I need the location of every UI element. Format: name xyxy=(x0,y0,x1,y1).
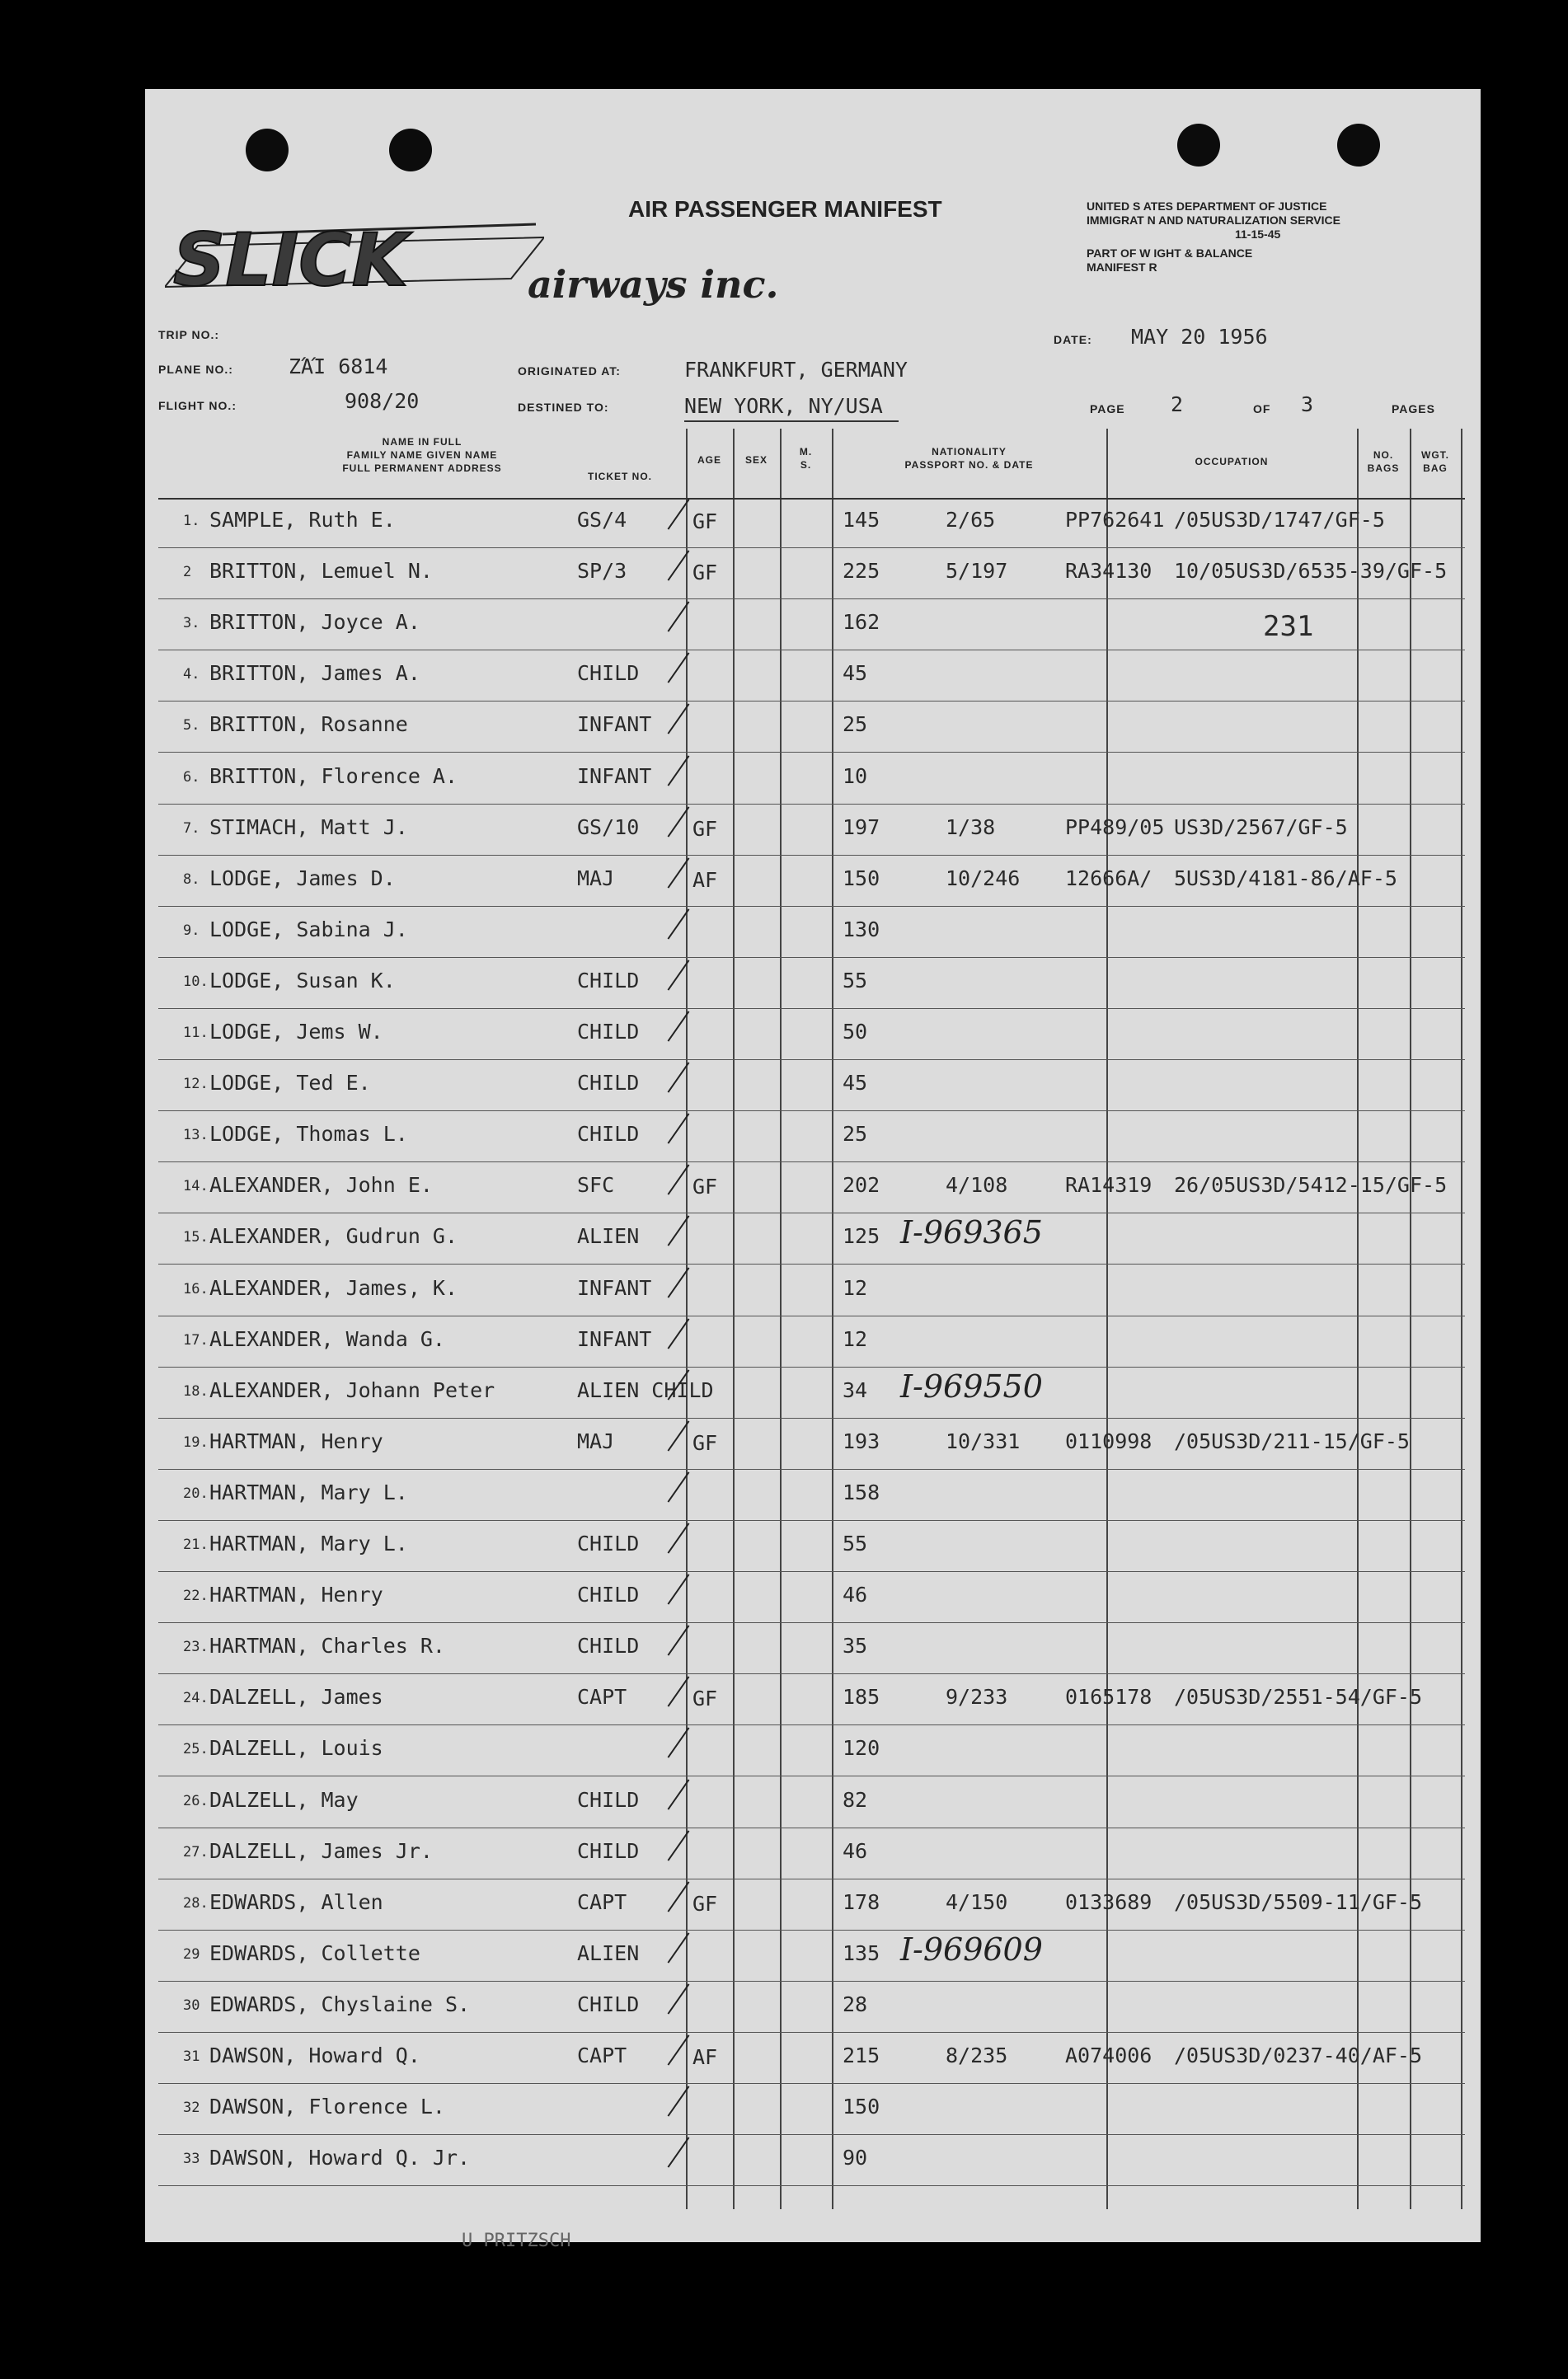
originated-value: FRANKFURT, GERMANY xyxy=(684,358,908,382)
occupation: 231 xyxy=(1263,610,1314,644)
header-line: M. xyxy=(799,446,813,458)
name-column-header xyxy=(224,435,620,475)
passport-info: 8/235 xyxy=(946,2044,1008,2067)
passenger-name: LODGE, Jems W. xyxy=(209,1020,383,1044)
passenger-name: LODGE, James D. xyxy=(209,866,396,890)
trip-no-label: TRIP NO.: xyxy=(158,328,220,341)
header-line: FAMILY NAME GIVEN NAME xyxy=(346,449,498,461)
passenger-weight: 82 xyxy=(843,1787,868,1812)
row-rule xyxy=(158,1930,1465,1931)
passenger-name: ALEXANDER, James, K. xyxy=(209,1275,458,1300)
passenger-name: LODGE, Thomas L. xyxy=(209,1122,408,1147)
bags-column-header xyxy=(1357,448,1410,475)
ticket-number: CHILD xyxy=(577,1634,640,1659)
ticket-number: CHILD xyxy=(577,1787,640,1812)
date-value: MAY 20 1956 xyxy=(1131,325,1268,349)
ticket-number: CAPT xyxy=(577,1685,627,1710)
row-number: 32 xyxy=(183,2100,200,2117)
ticket-number: INFANT xyxy=(577,1326,652,1351)
passenger-weight: 45 xyxy=(843,661,868,686)
header-line: NATIONALITY xyxy=(932,446,1007,458)
passport-info: 4/150 xyxy=(946,1889,1008,1914)
column-divider xyxy=(733,429,735,2209)
passenger-weight: 90 xyxy=(843,2146,868,2170)
passport-number: 0110998 xyxy=(1065,1429,1153,1453)
punch-hole xyxy=(1337,124,1380,167)
ticket-number: ALIEN xyxy=(577,1224,640,1249)
passport-number: RA34130 xyxy=(1065,559,1153,584)
plane-no-value: ΖΆΊ 6814 xyxy=(289,354,388,378)
nationality-column-header xyxy=(832,445,1106,472)
passenger-name: LODGE, Susan K. xyxy=(209,968,396,992)
ticket-number: CHILD xyxy=(577,1532,640,1556)
wgt-column-header xyxy=(1410,448,1461,475)
passenger-weight: 197 xyxy=(843,814,880,839)
agency-line: UNITED S ATES DEPARTMENT OF JUSTICE xyxy=(1087,199,1327,213)
passenger-weight: 225 xyxy=(843,559,880,584)
row-rule xyxy=(158,1469,1465,1470)
passport-number: 0133689 xyxy=(1065,1889,1153,1914)
passenger-name: BRITTON, James A. xyxy=(209,661,420,686)
passenger-weight: 135 xyxy=(843,1940,880,1965)
passenger-name: ALEXANDER, Gudrun G. xyxy=(209,1224,458,1249)
column-divider xyxy=(1410,429,1411,2209)
row-rule xyxy=(158,2134,1465,2135)
row-number: 22. xyxy=(183,1588,209,1605)
column-divider xyxy=(1357,429,1359,2209)
row-rule xyxy=(158,1981,1465,1982)
pages-label: PAGES xyxy=(1392,402,1435,415)
ticket-number: SP/3 xyxy=(577,559,627,584)
company-suffix: airways inc. xyxy=(528,262,779,307)
agency-line: MANIFEST R xyxy=(1087,260,1157,274)
logo-wordmark: SLICK xyxy=(173,221,408,303)
row-number: 13. xyxy=(183,1127,209,1144)
row-number: 23. xyxy=(183,1639,209,1656)
age-code: GF xyxy=(692,1175,718,1199)
passenger-weight: 178 xyxy=(843,1889,880,1914)
passenger-name: DAWSON, Howard Q. Jr. xyxy=(209,2146,471,2170)
column-divider xyxy=(1461,429,1462,2209)
age-code: GF xyxy=(692,816,718,841)
header-line: FULL PERMANENT ADDRESS xyxy=(342,462,502,474)
row-number: 11. xyxy=(183,1025,209,1041)
passenger-weight: 55 xyxy=(843,1532,868,1556)
ticket-number: CAPT xyxy=(577,2044,627,2067)
passenger-name: LODGE, Sabina J. xyxy=(209,917,408,941)
row-number: 25. xyxy=(183,1741,209,1758)
row-number: 19. xyxy=(183,1434,209,1451)
passenger-name: BRITTON, Florence A. xyxy=(209,763,458,788)
flight-no-value: 908/20 xyxy=(345,389,420,413)
row-number: 15. xyxy=(183,1229,209,1246)
passenger-name: EDWARDS, Allen xyxy=(209,1889,383,1914)
company-logo xyxy=(165,221,544,307)
passenger-name: EDWARDS, Collette xyxy=(209,1940,420,1965)
date-label: DATE: xyxy=(1054,333,1092,346)
age-code: GF xyxy=(692,509,718,533)
passenger-weight: 34 xyxy=(843,1377,868,1402)
row-number: 8. xyxy=(183,870,200,888)
age-code: AF xyxy=(692,2045,718,2069)
row-number: 31 xyxy=(183,2048,200,2065)
passport-number: RA14319 xyxy=(1065,1173,1153,1198)
passenger-name: DAWSON, Florence L. xyxy=(209,2095,445,2119)
row-number: 2 xyxy=(183,564,192,581)
row-number: 33 xyxy=(183,2151,200,2168)
passport-number: 0165178 xyxy=(1065,1685,1153,1710)
row-number: 18. xyxy=(183,1382,209,1400)
row-number: 10. xyxy=(183,973,209,990)
passenger-table xyxy=(158,429,1465,2209)
ms-column-header xyxy=(780,445,832,472)
row-number: 4. xyxy=(183,666,200,683)
passenger-weight: 145 xyxy=(843,508,880,532)
agency-line: IMMIGRAT N AND NATURALIZATION SERVICE xyxy=(1087,214,1340,227)
header-line: PASSPORT NO. & DATE xyxy=(904,459,1034,471)
row-rule xyxy=(158,701,1465,702)
row-rule xyxy=(158,1673,1465,1674)
occupation: /05US3D/0237-40/AF-5 xyxy=(1174,2044,1423,2067)
row-rule xyxy=(158,957,1465,958)
column-divider xyxy=(780,429,782,2209)
row-number: 30 xyxy=(183,1997,200,2014)
ticket-number: GS/4 xyxy=(577,508,627,532)
row-number: 29 xyxy=(183,1945,200,1963)
agency-block xyxy=(1087,199,1340,274)
passenger-weight: 25 xyxy=(843,1122,868,1147)
age-code: GF xyxy=(692,1687,718,1711)
passenger-name: DALZELL, May xyxy=(209,1787,359,1812)
row-number: 3. xyxy=(183,615,200,632)
header-rule xyxy=(158,498,1465,500)
row-rule xyxy=(158,1161,1465,1162)
passenger-name: BRITTON, Joyce A. xyxy=(209,610,420,635)
destined-underline xyxy=(684,420,899,422)
punch-hole xyxy=(246,129,289,171)
passenger-weight: 46 xyxy=(843,1583,868,1607)
punch-hole xyxy=(1177,124,1220,167)
destined-label: DESTINED TO: xyxy=(518,401,609,414)
page-title: AIR PASSENGER MANIFEST xyxy=(628,196,942,222)
row-number: 5. xyxy=(183,717,200,734)
row-number: 20. xyxy=(183,1485,209,1502)
age-column-header: AGE xyxy=(697,454,721,466)
passport-info: 4/108 xyxy=(946,1173,1008,1198)
ticket-number: MAJ xyxy=(577,1429,615,1453)
row-number: 24. xyxy=(183,1690,209,1707)
row-rule xyxy=(158,1520,1465,1521)
passenger-name: BRITTON, Rosanne xyxy=(209,712,408,737)
passport-info: 10/331 xyxy=(946,1429,1021,1453)
ticket-number: CHILD xyxy=(577,1122,640,1147)
passport-number: 12666A/ xyxy=(1065,866,1153,890)
passenger-weight: 193 xyxy=(843,1429,880,1453)
destined-value: NEW YORK, NY/USA xyxy=(684,394,883,418)
passport-info: I-969365 xyxy=(900,1214,1043,1251)
passenger-weight: 28 xyxy=(843,1992,868,2016)
row-rule xyxy=(158,1724,1465,1725)
passenger-weight: 215 xyxy=(843,2044,880,2067)
occupation: /05US3D/2551-54/GF-5 xyxy=(1174,1685,1423,1710)
passenger-weight: 125 xyxy=(843,1224,880,1249)
ticket-number: CHILD xyxy=(577,1583,640,1607)
header-line: NO. xyxy=(1373,449,1394,461)
column-divider xyxy=(832,429,833,2209)
passport-info: I-969550 xyxy=(900,1368,1043,1405)
row-rule xyxy=(158,906,1465,907)
occupation-column-header: OCCUPATION xyxy=(1195,456,1269,467)
row-rule xyxy=(158,804,1465,805)
of-label: OF xyxy=(1253,402,1271,415)
passenger-weight: 12 xyxy=(843,1275,868,1300)
age-code: AF xyxy=(692,867,718,892)
ticket-number: CHILD xyxy=(577,1992,640,2016)
passenger-weight: 202 xyxy=(843,1173,880,1198)
passport-info: 1/38 xyxy=(946,814,996,839)
row-rule xyxy=(158,1418,1465,1419)
passenger-name: DALZELL, James xyxy=(209,1685,383,1710)
header-line: NAME IN FULL xyxy=(382,436,462,448)
passenger-weight: 50 xyxy=(843,1020,868,1044)
passenger-name: SAMPLE, Ruth E. xyxy=(209,508,396,532)
ticket-number: CHILD xyxy=(577,968,640,992)
ticket-column-header: TICKET NO. xyxy=(588,471,652,482)
passenger-name: EDWARDS, Chyslaine S. xyxy=(209,1992,471,2016)
passenger-name: HARTMAN, Mary L. xyxy=(209,1480,408,1504)
footer-text: U PRITZSCH xyxy=(462,2231,571,2251)
flight-no-label: FLIGHT NO.: xyxy=(158,399,237,412)
ticket-number: ALIEN xyxy=(577,1940,640,1965)
row-number: 26. xyxy=(183,1792,209,1809)
age-code: GF xyxy=(692,561,718,585)
passenger-name: DAWSON, Howard Q. xyxy=(209,2044,420,2067)
page-label: PAGE xyxy=(1090,402,1125,415)
row-number: 27. xyxy=(183,1843,209,1860)
row-rule xyxy=(158,1622,1465,1623)
passenger-weight: 55 xyxy=(843,968,868,992)
row-number: 14. xyxy=(183,1178,209,1195)
passport-number: PP489/05 xyxy=(1065,814,1165,839)
passport-number: A074006 xyxy=(1065,2044,1153,2067)
header-line: BAGS xyxy=(1367,462,1400,474)
ticket-number: SFC xyxy=(577,1173,615,1198)
row-rule xyxy=(158,2032,1465,2033)
ticket-number: INFANT xyxy=(577,763,652,788)
sex-column-header: SEX xyxy=(744,454,768,466)
row-number: 9. xyxy=(183,922,200,939)
passenger-weight: 46 xyxy=(843,1838,868,1863)
row-rule xyxy=(158,598,1465,599)
occupation: /05US3D/1747/GF-5 xyxy=(1174,508,1385,532)
passport-number: PP762641 xyxy=(1065,508,1165,532)
agency-line: 11-15-45 xyxy=(1235,228,1281,241)
passenger-name: STIMACH, Matt J. xyxy=(209,814,408,839)
passenger-weight: 45 xyxy=(843,1071,868,1096)
header-line: WGT. xyxy=(1421,449,1449,461)
occupation: /05US3D/5509-11/GF-5 xyxy=(1174,1889,1423,1914)
occupation: 5US3D/4181-86/AF-5 xyxy=(1174,866,1397,890)
occupation: 26/05US3D/5412-15/GF-5 xyxy=(1174,1173,1448,1198)
row-rule xyxy=(158,1008,1465,1009)
row-number: 21. xyxy=(183,1537,209,1553)
row-number: 6. xyxy=(183,768,200,786)
row-rule xyxy=(158,2185,1465,2186)
row-rule xyxy=(158,2083,1465,2084)
originated-label: ORIGINATED AT: xyxy=(518,364,621,378)
passenger-name: ALEXANDER, John E. xyxy=(209,1173,433,1198)
ticket-number: INFANT xyxy=(577,1275,652,1300)
occupation: US3D/2567/GF-5 xyxy=(1174,814,1348,839)
passport-info: I-969609 xyxy=(900,1931,1043,1968)
plane-no-label: PLANE NO.: xyxy=(158,363,233,376)
passenger-weight: 150 xyxy=(843,866,880,890)
ticket-number: CAPT xyxy=(577,1889,627,1914)
passenger-weight: 158 xyxy=(843,1480,880,1504)
passenger-name: DALZELL, Louis xyxy=(209,1736,383,1761)
ticket-number: MAJ xyxy=(577,866,615,890)
passenger-weight: 185 xyxy=(843,1685,880,1710)
passenger-name: HARTMAN, Henry xyxy=(209,1583,383,1607)
row-number: 12. xyxy=(183,1076,209,1093)
row-rule xyxy=(158,1367,1465,1368)
occupation: /05US3D/211-15/GF-5 xyxy=(1174,1429,1410,1453)
passenger-weight: 150 xyxy=(843,2095,880,2119)
passport-info: 9/233 xyxy=(946,1685,1008,1710)
passenger-weight: 10 xyxy=(843,763,868,788)
passenger-weight: 25 xyxy=(843,712,868,737)
page-value: 2 xyxy=(1171,392,1184,416)
row-rule xyxy=(158,1110,1465,1111)
header-line: S. xyxy=(800,459,812,471)
ticket-number: CHILD xyxy=(577,1071,640,1096)
row-rule xyxy=(158,547,1465,548)
row-rule xyxy=(158,752,1465,753)
punch-hole xyxy=(389,129,432,171)
ticket-number: GS/10 xyxy=(577,814,640,839)
passenger-weight: 35 xyxy=(843,1634,868,1659)
passport-info: 5/197 xyxy=(946,559,1008,584)
passport-info: 2/65 xyxy=(946,508,996,532)
passenger-weight: 130 xyxy=(843,917,880,941)
age-code: GF xyxy=(692,1891,718,1916)
ticket-number: CHILD xyxy=(577,1838,640,1863)
row-number: 16. xyxy=(183,1280,209,1297)
row-number: 28. xyxy=(183,1894,209,1912)
row-number: 17. xyxy=(183,1331,209,1349)
of-value: 3 xyxy=(1301,392,1314,416)
passenger-name: ALEXANDER, Johann Peter xyxy=(209,1377,495,1402)
ticket-number: CHILD xyxy=(577,661,640,686)
ticket-number: ALIEN CHILD xyxy=(577,1377,714,1402)
row-rule xyxy=(158,1264,1465,1265)
row-number: 7. xyxy=(183,819,200,837)
occupation: 10/05US3D/6535-39/GF-5 xyxy=(1174,559,1448,584)
passenger-name: LODGE, Ted E. xyxy=(209,1071,371,1096)
header-line: BAG xyxy=(1423,462,1448,474)
ticket-number: CHILD xyxy=(577,1020,640,1044)
row-rule xyxy=(158,855,1465,856)
passenger-name: HARTMAN, Mary L. xyxy=(209,1532,408,1556)
passport-info: 10/246 xyxy=(946,866,1021,890)
age-code: GF xyxy=(692,1430,718,1455)
passenger-name: HARTMAN, Henry xyxy=(209,1429,383,1453)
passenger-weight: 12 xyxy=(843,1326,868,1351)
passenger-name: DALZELL, James Jr. xyxy=(209,1838,433,1863)
passenger-name: BRITTON, Lemuel N. xyxy=(209,559,433,584)
column-divider xyxy=(1106,429,1108,2209)
row-number: 1. xyxy=(183,513,200,529)
passenger-weight: 120 xyxy=(843,1736,880,1761)
passenger-name: HARTMAN, Charles R. xyxy=(209,1634,445,1659)
passenger-weight: 162 xyxy=(843,610,880,635)
row-rule xyxy=(158,1571,1465,1572)
passenger-name: ALEXANDER, Wanda G. xyxy=(209,1326,445,1351)
row-rule xyxy=(158,1059,1465,1060)
agency-line: PART OF W IGHT & BALANCE xyxy=(1087,246,1253,260)
ticket-number: INFANT xyxy=(577,712,652,737)
